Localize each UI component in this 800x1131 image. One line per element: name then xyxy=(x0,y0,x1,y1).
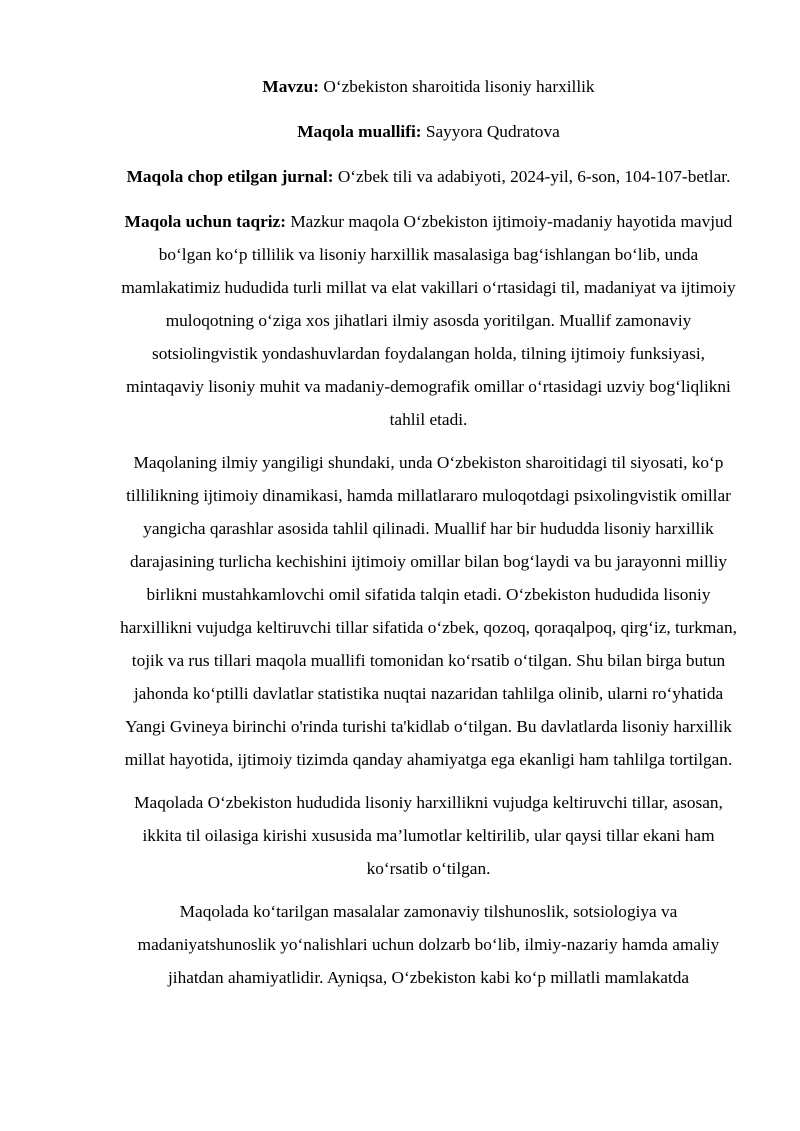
journal-value: O‘zbek tili va adabiyoti, 2024-yil, 6-son, 104-107-betlar. xyxy=(337,167,731,186)
topic-value: O‘zbekiston sharoitida lisoniy harxillik xyxy=(323,77,595,96)
review-paragraph-2: Maqolaning ilmiy yangiligi shundaki, unda O‘zbekiston sharoitidagi til siyosati, ko‘p tillilikning ijtimoiy dinamikasi, hamda millatlararo muloqotdagi psixolingvistik omillar yangicha qarashlar asosida tahlil qilinadi. Muallif har bir hududda lisoniy harxillik darajasining turlicha kechishini ijtimoiy omillar bilan bog‘laydi va bu jarayonni milliy birlikni mustahkamlovchi omil sifatida talqin etadi. O‘zbekiston hududida lisoniy harxillikni vujudga keltiruvchi tillar sifatida o‘zbek, qozoq, qoraqalpoq, qirg‘iz, turkman, tojik va rus tillari maqola muallifi tomonidan ko‘rsatib o‘tilgan. Shu bilan birga butun jahonda ko‘ptilli davlatlar statistika nuqtai nazaridan tahlilga olinib, ularni ro‘yhatida Yangi Gvineya birinchi o'rinda turishi ta'kidlab o‘tilgan. Bu davlatlarda lisoniy harxillik millat hayotida, ijtimoiy tizimda qanday ahamiyatga ega ekanligi ham tahlilga tortilgan. xyxy=(120,453,737,769)
review-paragraph-1 xyxy=(115,205,742,436)
topic-line xyxy=(115,70,742,103)
author-line xyxy=(115,115,742,148)
journal-line xyxy=(115,160,742,193)
journal-label: Maqola chop etilgan jurnal: xyxy=(126,167,334,186)
document-body xyxy=(115,70,742,1004)
review-paragraph-4: Maqolada ko‘tarilgan masalalar zamonaviy tilshunoslik, sotsiologiya va madaniyatshunoslik yo‘nalishlari uchun dolzarb bo‘lib, ilmiy-nazariy hamda amaliy jihatdan ahamiyatlidir. Ayniqsa, O‘zbekiston kabi ko‘p millatli mamlakatda xyxy=(137,902,720,987)
review-paragraph-1-text: Mazkur maqola O‘zbekiston ijtimoiy-madaniy hayotida mavjud bo‘lgan ko‘p tillilik va lisoniy harxillik masalasiga bag‘ishlangan bo‘lib, unda mamlakatimiz hududida turli millat va elat vakillari o‘rtasidagi til, madaniyat va ijtimoiy muloqotning o‘ziga xos jihatlari ilmiy asosda yoritilgan. Muallif zamonaviy sotsiolingvistik yondashuvlardan foydalangan holda, tilning ijtimoiy funksiyasi, mintaqaviy lisoniy muhit va madaniy-demografik omillar o‘rtasidagi uzviy bog‘liqlikni tahlil etadi. xyxy=(121,212,736,429)
author-label: Maqola muallifi: xyxy=(297,122,422,141)
author-value: Sayyora Qudratova xyxy=(425,122,560,141)
review-label: Maqola uchun taqriz: xyxy=(124,212,286,231)
review-paragraph-3: Maqolada O‘zbekiston hududida lisoniy harxillikni vujudga keltiruvchi tillar, asosan, ikkita til oilasiga kirishi xususida ma’lumotlar keltirilib, ular qaysi tillar ekani ham ko‘rsatib o‘tilgan. xyxy=(134,793,723,878)
topic-label: Mavzu: xyxy=(262,77,320,96)
